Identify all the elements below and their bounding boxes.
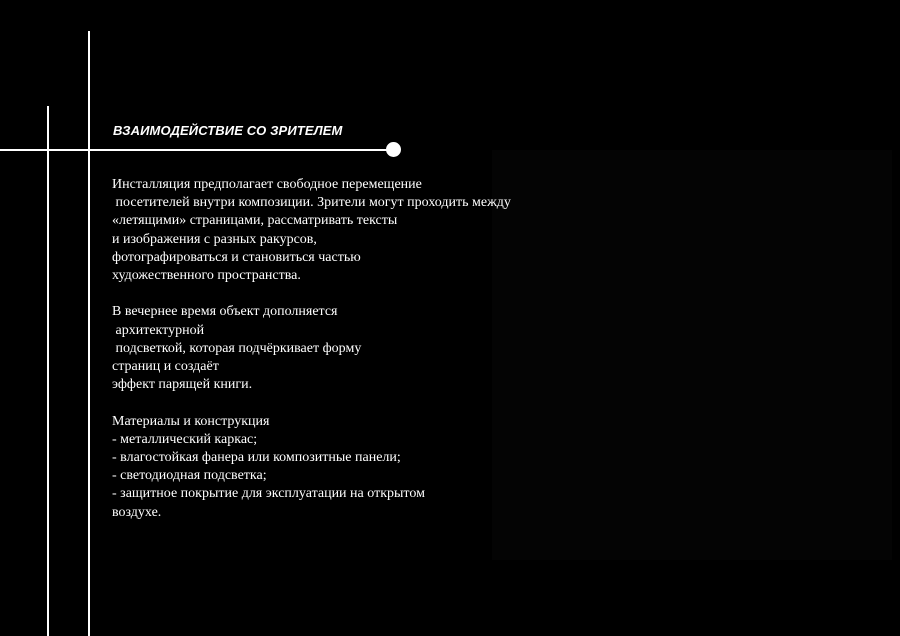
horizontal-rule (0, 149, 388, 151)
paragraph-lighting (112, 303, 572, 394)
text-line: В вечернее время объект дополняется (112, 304, 338, 320)
paragraph-description (112, 176, 572, 285)
text-line: - защитное покрытие для эксплуатации на открытом (112, 486, 425, 502)
vertical-rule-left (47, 106, 49, 636)
text-line: подсветкой, которая подчёркивает форму (112, 340, 362, 356)
text-line: эффект парящей книги. (112, 377, 253, 393)
text-line: Инсталляция предполагает свободное перемещение (112, 177, 422, 192)
text-line: фотографироваться и становиться частью (112, 249, 361, 265)
text-line: архитектурной (112, 322, 205, 338)
text-line: посетителей внутри композиции. Зрители могут проходить между (112, 195, 511, 211)
vertical-rule-right (88, 31, 90, 636)
text-line: - влагостойкая фанера или композитные панели; (112, 450, 401, 466)
paragraph-materials (112, 413, 572, 522)
text-line: страниц и создаёт (112, 359, 219, 375)
text-line: «летящими» страницами, рассматривать тексты (112, 213, 398, 229)
text-line: Материалы и конструкция (112, 413, 270, 429)
text-line: и изображения с разных ракурсов, (112, 231, 317, 247)
section-heading: ВЗАИМОДЕЙСТВИЕ СО ЗРИТЕЛЕМ (113, 123, 343, 138)
body-text (112, 176, 572, 540)
rule-end-dot (386, 142, 401, 157)
text-line: художественного пространства. (112, 268, 301, 284)
text-line: - металлический каркас; (112, 431, 258, 447)
text-line: воздухе. (112, 504, 162, 520)
text-line: - светодиодная подсветка; (112, 468, 267, 484)
